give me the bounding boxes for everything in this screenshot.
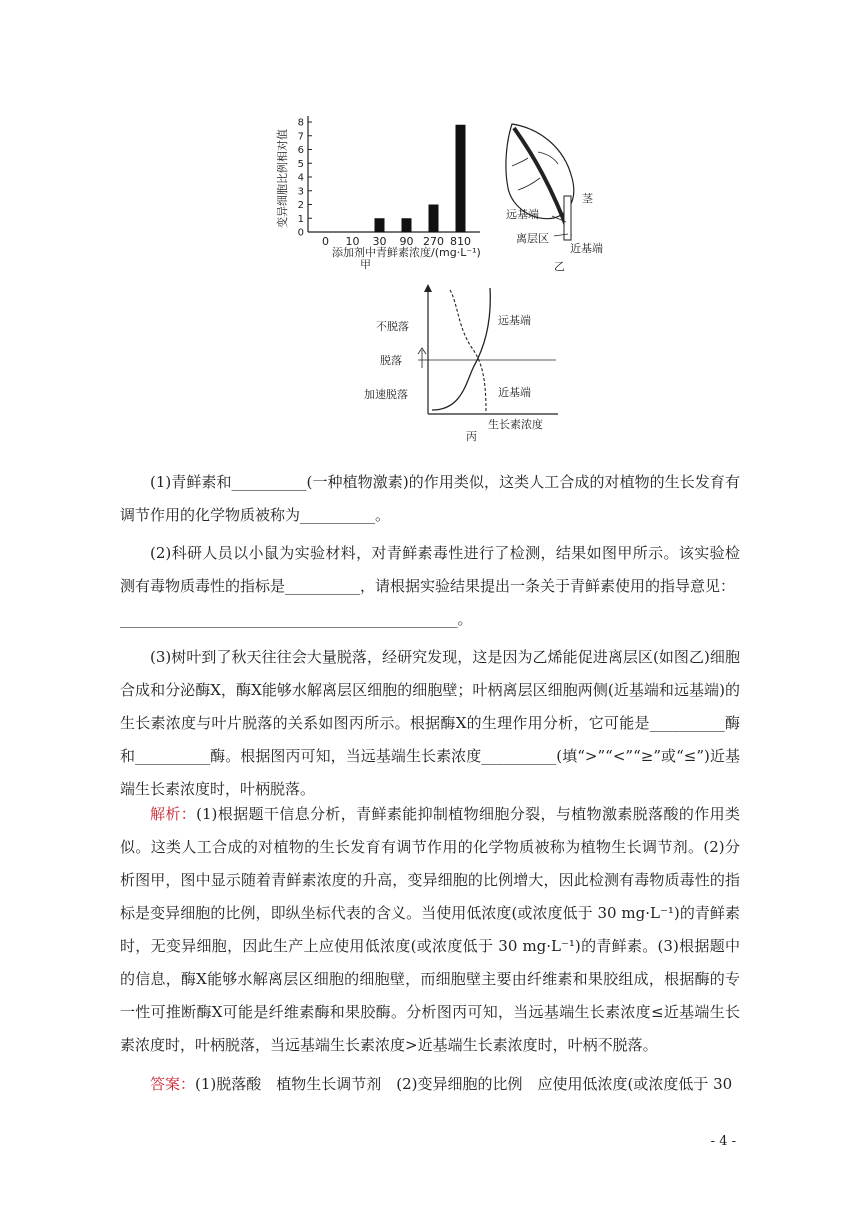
jia-bar: [429, 205, 439, 233]
figure-bing-curves: [362, 282, 572, 442]
bing-label-drop: 脱落: [380, 354, 402, 367]
page-number: - 4 -: [710, 1134, 736, 1149]
bing-label-accelerate: 加速脱落: [364, 388, 408, 401]
yi-near-end-label: 近基端: [570, 242, 603, 255]
question-2-blank: _____________________________________________。: [120, 610, 473, 628]
bing-xlabel: 生长素浓度: [488, 418, 543, 431]
yi-stem-label: 茎: [582, 192, 593, 205]
jia-bar: [375, 218, 385, 232]
jia-plot-area: [298, 116, 480, 248]
bing-y-arrow: [424, 284, 432, 292]
jia-y-tick-label: 4: [297, 172, 304, 184]
question-3: (3)树叶到了秋天往往会大量脱落，经研究发现，这是因为乙烯能促进离层区(如图乙)细胞合成和分泌酶X，酶X能够水解离层区细胞的细胞壁；叶柄离层区细胞两侧(近基端和远基端)的生长素浓度与叶片脱落的关系如图丙所示。根据酶X的生理作用分析，它可能是__________酶和__________酶。根据图丙可知，当远基端生长素浓度__________(填“>”“<”“≥”或“≤”)近基端生长素浓度时，叶柄脱落。: [120, 648, 740, 798]
bing-caption: 丙: [466, 430, 477, 442]
jia-x-tick-label: 90: [399, 235, 414, 248]
question-2: (2)科研人员以小鼠为实验材料，对青鲜素毒性进行了检测，结果如图甲所示。该实验检测有毒物质毒性的指标是__________，请根据实验结果提出一条关于青鲜素使用的指导意见：: [120, 544, 740, 595]
jia-y-tick-label: 0: [297, 227, 304, 239]
jia-x-tick-label: 30: [372, 235, 387, 248]
jia-x-tick-label: 10: [345, 235, 360, 248]
bing-label-no-drop: 不脱落: [376, 320, 409, 333]
analysis-text: (1)根据题干信息分析，青鲜素能抑制植物细胞分裂，与植物激素脱落酸的作用类似。这类人工合成的对植物的生长发育有调节作用的化学物质被称为植物生长调节剂。(2)分析图甲，图中显示随着青鲜素浓度的升高，变异细胞的比例增大，因此检测有毒物质毒性的指标是变异细胞的比例，即纵坐标代表的含义。当使用低浓度(或浓度低于 30 mg·L⁻¹)的青鲜素时，无变异细胞，因此生产上应使用低浓度(或浓度低于 30 mg·L⁻¹)的青鲜素。(3)根据题中的信息，酶X能够水解离层区细胞的细胞壁，而细胞壁主要由纤维素和果胶组成，根据酶的专一性可推断酶X可能是纤维素酶和果胶酶。分析图丙可知，当远基端生长素浓度≤近基端生长素浓度时，叶柄脱落，当远基端生长素浓度>近基端生长素浓度时，叶柄不脱落。: [120, 805, 740, 1054]
jia-y-tick-label: 3: [297, 186, 304, 198]
figure-yi-leaf-diagram: [498, 118, 628, 278]
bing-curve-near: 近基端: [498, 386, 531, 399]
yi-caption: 乙: [554, 260, 565, 273]
answer-text: (1)脱落酸 植物生长调节剂 (2)变异细胞的比例 应使用低浓度(或浓度低于 30: [195, 1075, 733, 1093]
yi-far-end-label: 远基端: [506, 208, 539, 221]
jia-y-tick-label: 8: [297, 117, 304, 129]
jia-x-tick-label: 0: [322, 235, 329, 248]
question-1: (1)青鲜素和__________(一种植物激素)的作用类似，这类人工合成的对植物的生长发育有调节作用的化学物质被称为__________。: [120, 473, 740, 524]
jia-ylabel: 变异细胞比例相对值: [276, 129, 289, 228]
jia-xlabel: 添加剂中青鲜素浓度/(mg·L⁻¹): [332, 246, 481, 259]
jia-caption: 甲: [360, 258, 371, 270]
jia-y-tick-label: 2: [297, 200, 304, 211]
jia-bar: [402, 218, 412, 232]
answer-paragraph: [120, 1068, 740, 1101]
analysis-paragraph: [120, 798, 740, 1062]
question-block: [120, 466, 740, 806]
curve-far-end: [432, 288, 490, 410]
jia-bar: [456, 125, 466, 232]
analysis-block: [120, 798, 740, 1101]
analysis-label: 解析：: [150, 805, 197, 823]
jia-y-tick-label: 6: [297, 145, 304, 156]
jia-x-tick-label: 270: [423, 235, 444, 248]
bing-curve-far: 远基端: [498, 314, 531, 327]
stem-rect: [564, 196, 571, 240]
jia-y-tick-label: 5: [297, 158, 304, 170]
jia-y-tick-label: 7: [297, 131, 304, 143]
bing-marker-up: [418, 348, 426, 368]
figure-jia-bar-chart: [270, 110, 510, 270]
answer-label: 答案：: [150, 1075, 196, 1093]
jia-x-tick-label: 810: [450, 235, 471, 248]
yi-zone-label: 离层区: [516, 232, 549, 245]
jia-y-tick-label: 1: [297, 213, 304, 225]
